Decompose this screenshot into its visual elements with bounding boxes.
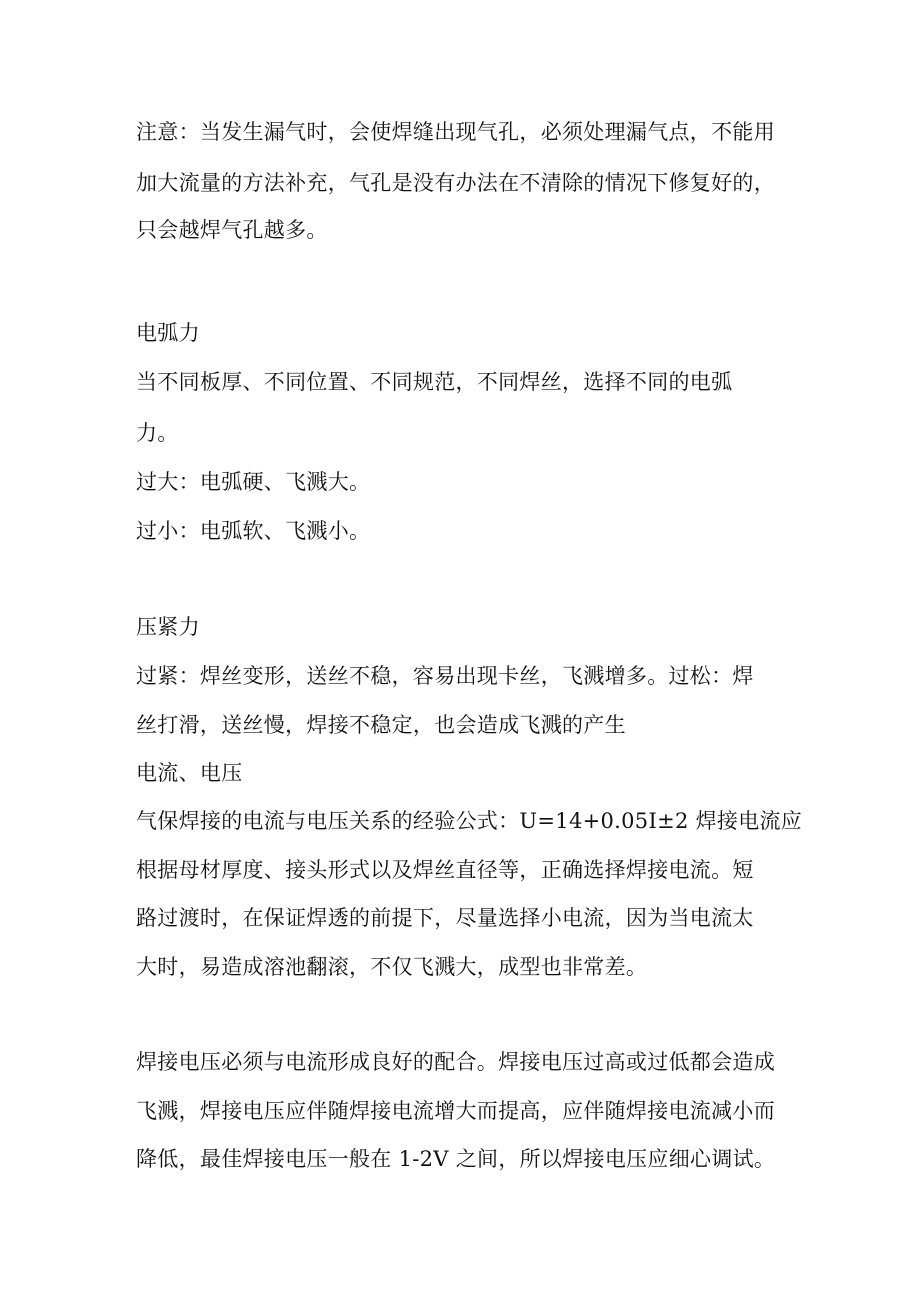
text-line: 加大流量的方法补充，气孔是没有办法在不清除的情况下修复好的， <box>136 171 775 195</box>
text-line: 根据母材厚度、接头形式以及焊丝直径等，正确选择焊接电流。短 <box>136 858 754 882</box>
text-line: 气保焊接的电流与电压关系的经验公式：U=14+0.05I±2 焊接电流应 <box>136 809 803 833</box>
section-heading: 电弧力 <box>136 321 200 345</box>
text-line: 注意：当发生漏气时，会使焊缝出现气孔，必须处理漏气点，不能用 <box>136 120 775 144</box>
text-line: 大时，易造成溶池翻滚，不仅飞溅大，成型也非常差。 <box>136 955 648 979</box>
text-line: 丝打滑，送丝慢，焊接不稳定，也会造成飞溅的产生 <box>136 713 626 737</box>
section-heading: 压紧力 <box>136 615 200 639</box>
text-line: 过小：电弧软、飞溅小。 <box>136 519 371 543</box>
text-line: 力。 <box>136 421 179 445</box>
text-line: 降低，最佳焊接电压一般在 1-2V 之间，所以焊接电压应细心调试。 <box>136 1147 776 1171</box>
section-heading: 电流、电压 <box>136 761 243 785</box>
text-line: 焊接电压必须与电流形成良好的配合。焊接电压过高或过低都会造成 <box>136 1050 775 1074</box>
text-line: 路过渡时，在保证焊透的前提下，尽量选择小电流，因为当电流太 <box>136 906 754 930</box>
text-line: 只会越焊气孔越多。 <box>136 218 328 242</box>
text-line: 当不同板厚、不同位置、不同规范，不同焊丝，选择不同的电弧 <box>136 370 733 394</box>
text-line: 飞溅，焊接电压应伴随焊接电流增大而提高，应伴随焊接电流减小而 <box>136 1099 775 1123</box>
text-line: 过紧：焊丝变形，送丝不稳，容易出现卡丝，飞溅增多。过松：焊 <box>136 664 754 688</box>
text-line: 过大：电弧硬、飞溅大。 <box>136 470 371 494</box>
